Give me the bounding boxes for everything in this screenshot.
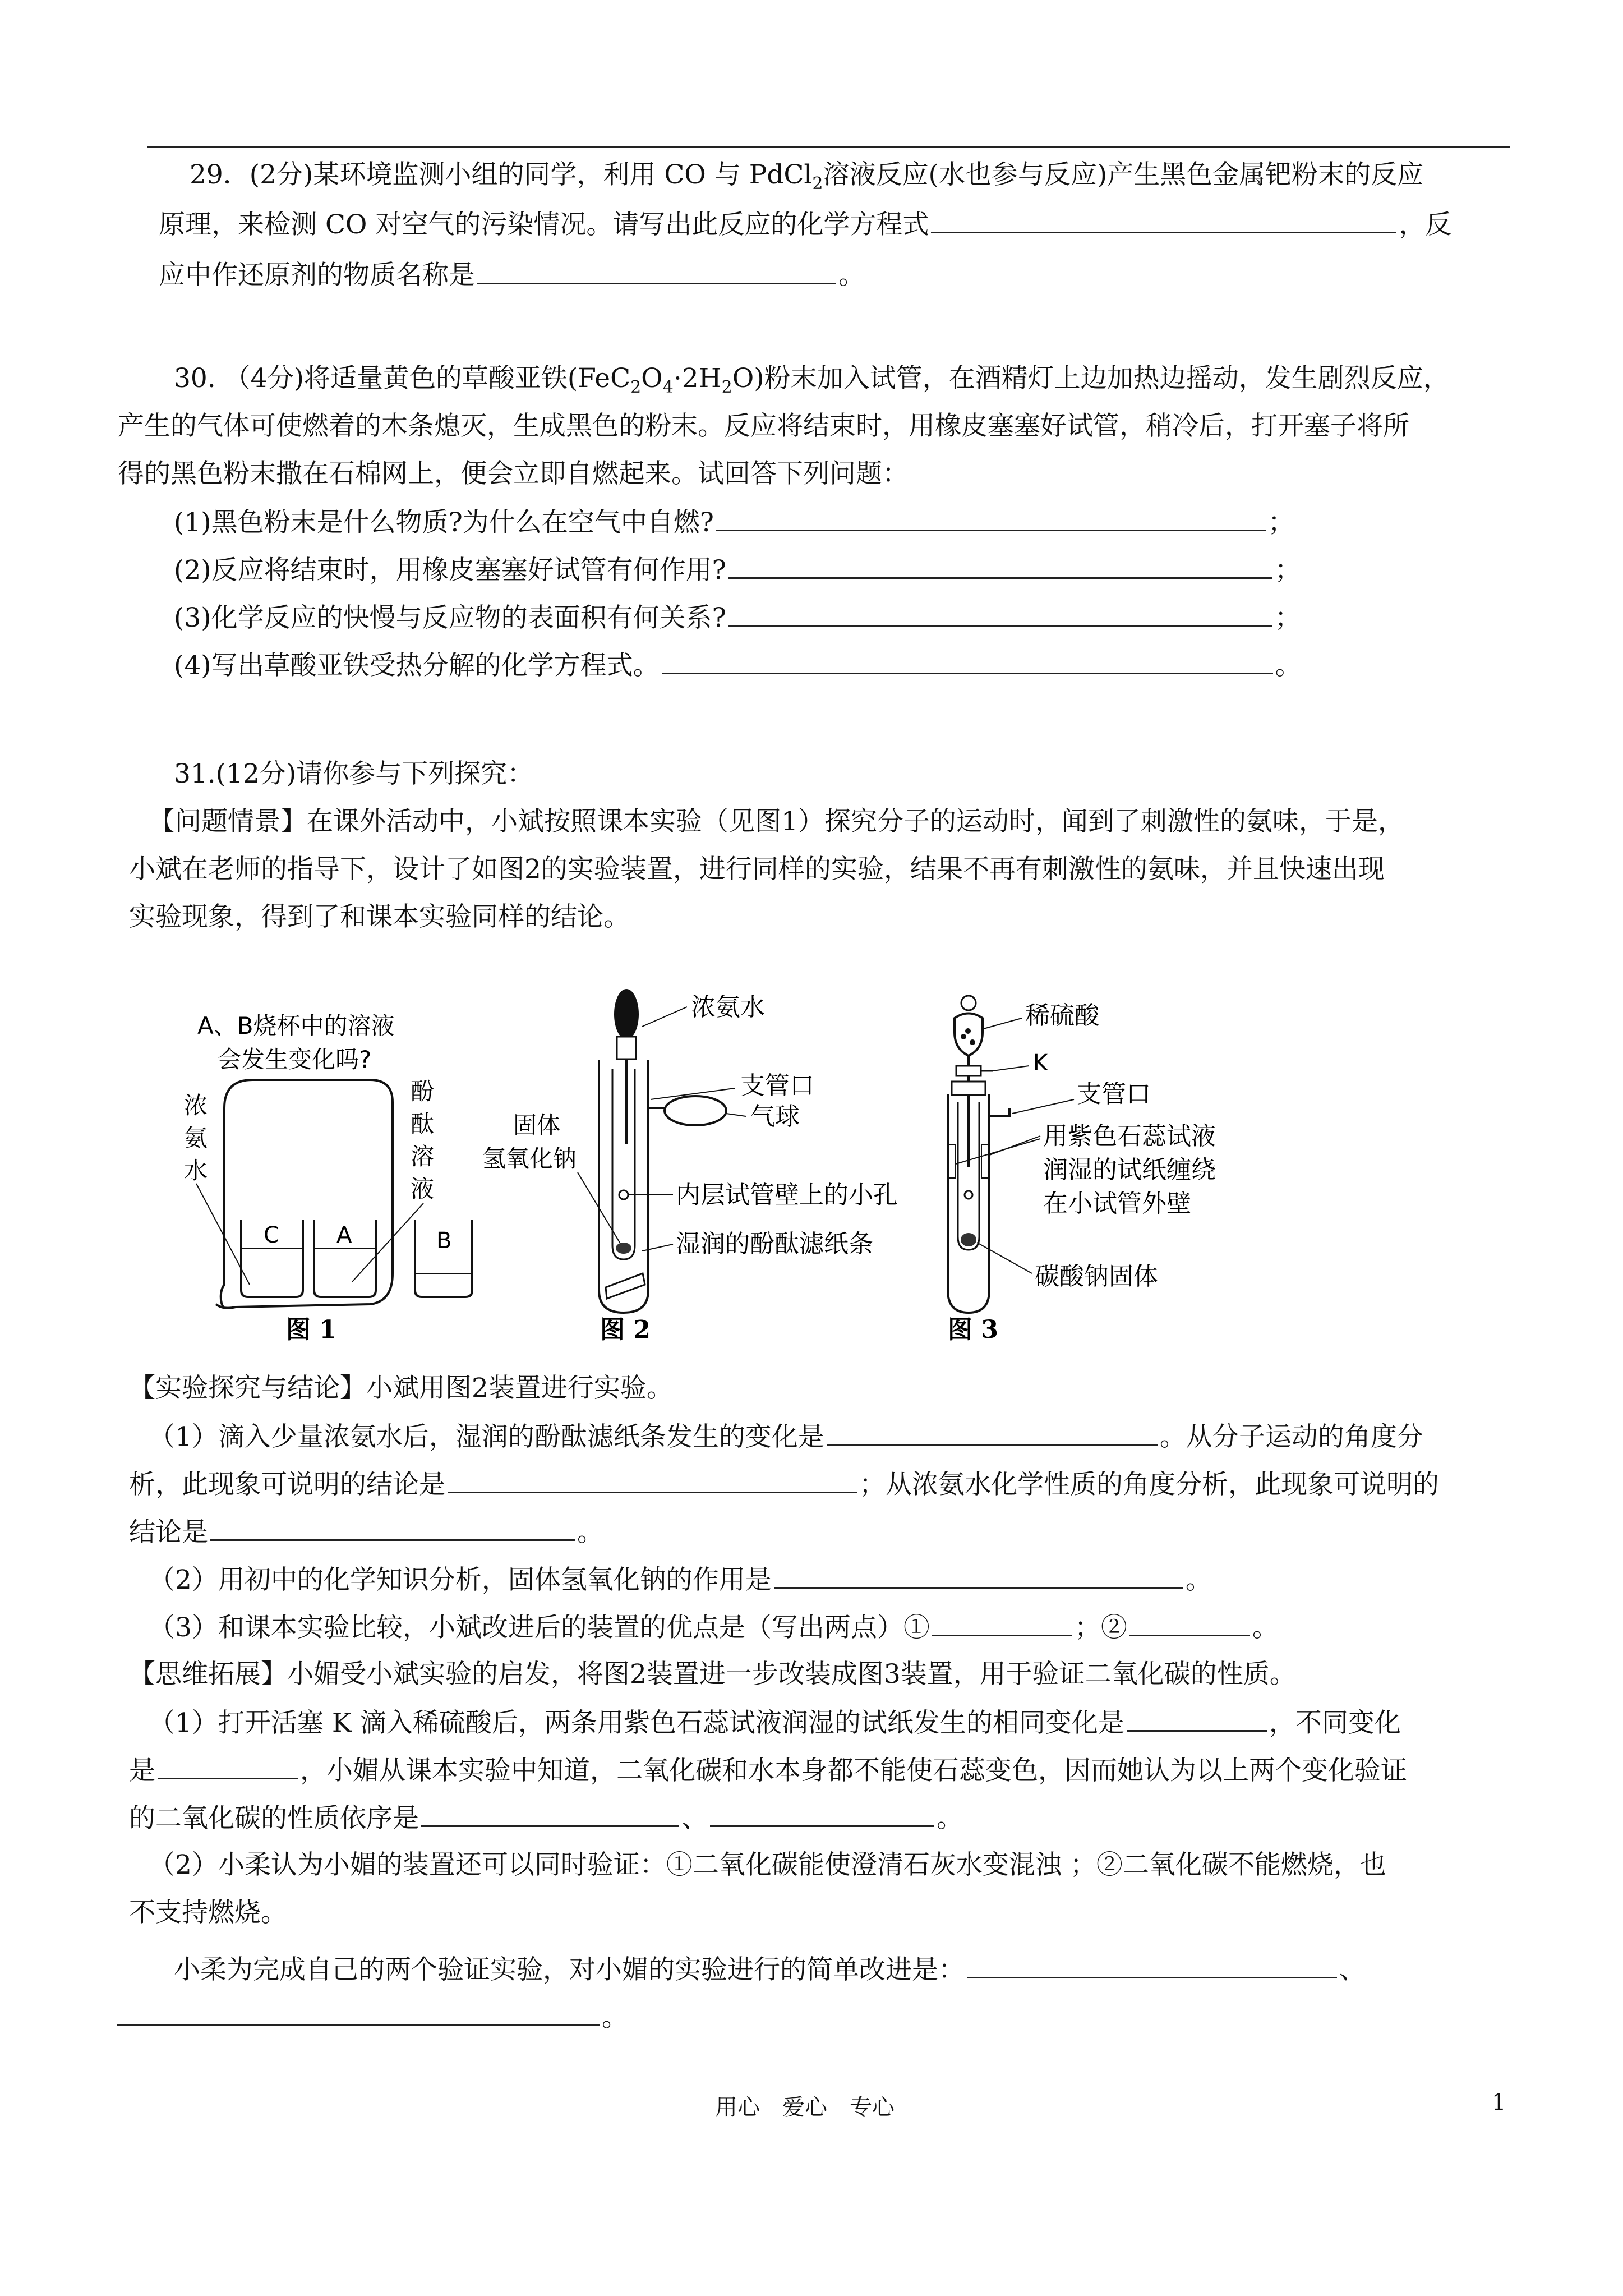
fig2-filter-strip — [606, 1273, 645, 1299]
q31-exp-3 — [149, 1610, 1279, 1645]
fig3-leader-line — [988, 1136, 1040, 1156]
q31-exp-1-line-1 — [149, 1419, 1423, 1454]
q31-ext-1-text: 。 — [937, 1803, 963, 1834]
fig3-funnel-drop — [965, 1028, 971, 1034]
fig2-balloon-label: 气球 — [750, 1102, 800, 1131]
q30-text-1c: ·2H — [673, 363, 722, 394]
q30-part-1-end: ； — [1267, 507, 1294, 538]
fig1-right-label-char: 酞 — [411, 1110, 435, 1138]
fig2-strip-label: 湿润的酚酞滤纸条 — [676, 1230, 873, 1258]
fig3-litmus-paper-right — [981, 1144, 988, 1178]
q31-ext-1-line-2 — [129, 1753, 1407, 1788]
fig3-funnel-drop — [970, 1039, 975, 1045]
q30-part-3-end: ； — [1274, 602, 1301, 633]
q31-exp-1-line-3 — [129, 1515, 603, 1549]
fig3-litmus-paper-left — [949, 1144, 956, 1178]
fig2-dropper-bulb — [614, 989, 639, 1039]
q29-text-3b: 。 — [838, 260, 865, 291]
fig3-acid-label: 稀硫酸 — [1025, 1001, 1099, 1030]
q30-part-3-text: (3)化学反应的快慢与反应物的表面积有何关系? — [174, 602, 726, 633]
q31-ext-1-text: 、 — [681, 1803, 708, 1834]
q31-exp-3-text: ；② — [1074, 1612, 1127, 1643]
fig1-right-label-char: 液 — [411, 1175, 435, 1203]
fig3-leader-line — [1012, 1099, 1074, 1114]
fig1-left-label-char: 浓 — [184, 1092, 208, 1119]
fig3-stopper — [952, 1082, 985, 1095]
q31-ext-2-line-2: 不支持燃烧。 — [129, 1897, 287, 1928]
fig3-paper-label-2: 润湿的试纸缠绕 — [1043, 1156, 1216, 1184]
fig2-branch-label: 支管口 — [740, 1071, 814, 1100]
fig2-hole-label: 内层试管壁上的小孔 — [676, 1181, 898, 1209]
q31-extension-heading: 【思维拓展】小媚受小斌实验的启发，将图2装置进一步改装成图3装置，用于验证二氧化碳的性质。 — [129, 1659, 1296, 1690]
q30-part-4-end: 。 — [1275, 650, 1302, 681]
fig3-leader-line — [981, 1018, 1022, 1029]
fig2-dropper-stopper — [617, 1037, 636, 1059]
q30-part-2 — [174, 553, 1301, 587]
q31-ext-3-text: 。 — [602, 2002, 628, 2033]
fig2-leader-line — [642, 1007, 687, 1027]
q31-exp-3-blank-1[interactable] — [932, 1610, 1072, 1636]
q30-sub-1: 2 — [630, 378, 642, 397]
fig3-valve-k — [956, 1066, 981, 1076]
fig2-naoh-label-2: 氢氧化钠 — [482, 1145, 577, 1172]
q31-ext-1-blank-property-2[interactable] — [710, 1801, 934, 1827]
q29-text-3a: 应中作还原剂的物质名称是 — [159, 260, 475, 291]
fig1-right-label-char: 酚 — [411, 1078, 435, 1105]
fig3-branch-label: 支管口 — [1077, 1080, 1151, 1108]
q31-experiment-heading: 【实验探究与结论】小斌用图2装置进行实验。 — [129, 1373, 673, 1404]
q31-exp-2-text: （2）用初中的化学知识分析，固体氢氧化钠的作用是 — [149, 1565, 772, 1595]
q31-exp-3-blank-2[interactable] — [1129, 1610, 1250, 1636]
q31-exp-3-text: 。 — [1252, 1612, 1279, 1643]
q30-part-4 — [174, 648, 1302, 683]
fig1-question-line-2: 会发生变化吗? — [218, 1046, 372, 1073]
fig3-sodium-carbonate — [961, 1233, 976, 1246]
q30-text-1a: 30. （4分)将适量黄色的草酸亚铁(FeC — [174, 363, 631, 394]
fig3-caption: 图 3 — [948, 1315, 998, 1344]
q31-exp-2-text: 。 — [1185, 1565, 1212, 1595]
q30-part-2-text: (2)反应将结束时，用橡皮塞塞好试管有何作用? — [174, 555, 726, 586]
q31-ext-1-text: 是 — [129, 1755, 155, 1786]
q31-exp-1-blank-molecule[interactable] — [448, 1467, 857, 1493]
q29-text-2b: ，反 — [1399, 209, 1452, 240]
q29-line-3 — [159, 258, 865, 292]
fig3-funnel-bulb — [955, 1014, 983, 1056]
q30-line-1 — [174, 362, 1450, 404]
figure-1 — [184, 1012, 472, 1344]
fig1-bell-jar — [216, 1080, 393, 1308]
q31-ext-3-line-1 — [174, 1952, 1366, 1987]
q29-text-1a: 29．(2分)某环境监测小组的同学，利用 CO 与 PdCl — [190, 159, 813, 190]
q31-exp-1-blank-change[interactable] — [827, 1419, 1158, 1446]
q31-ext-1-blank-same[interactable] — [1127, 1705, 1267, 1732]
q31-background-2: 小斌在老师的指导下，设计了如图2的实验装置，进行同样的实验，结果不再有刺激性的氨味，并且快速出现 — [129, 854, 1385, 885]
figure-3 — [948, 996, 1216, 1344]
q31-exp-1-text: 结论是 — [129, 1517, 208, 1548]
q31-exp-3-text: （3）和课本实验比较，小斌改进后的装置的优点是（写出两点）① — [149, 1612, 930, 1643]
fig3-valve-label: K — [1033, 1050, 1048, 1076]
fig3-funnel-drop — [961, 1034, 966, 1039]
q31-ext-1-text: （1）打开活塞 K 滴入稀硫酸后，两条用紫色石蕊试液润湿的试纸发生的相同变化是 — [149, 1708, 1124, 1738]
q29-text-2a: 原理，来检测 CO 对空气的污染情况。请写出此反应的化学方程式 — [159, 209, 929, 240]
fig2-small-hole — [619, 1190, 628, 1199]
q31-ext-2-line-1: （2）小柔认为小媚的装置还可以同时验证：①二氧化碳能使澄清石灰水变混浊 ；②二氧化碳不能燃烧，也 — [149, 1849, 1386, 1880]
q31-ext-1-line-1 — [149, 1705, 1401, 1740]
q30-text-1d: O)粉末加入试管，在酒精灯上边加热边摇动，发生剧烈反应， — [732, 363, 1450, 394]
fig2-naoh-solid — [616, 1243, 631, 1254]
fig1-leader-line — [352, 1203, 423, 1282]
fig3-leader-line — [977, 1243, 1032, 1273]
q31-exp-1-text: ；从浓氨水化学性质的角度分析，此现象可说明的 — [859, 1469, 1439, 1500]
fig2-naoh-label-1: 固体 — [513, 1111, 561, 1139]
fig1-beaker-b-label: B — [436, 1228, 452, 1254]
fig1-beaker-c-label: C — [264, 1222, 279, 1248]
fig2-inner-tube — [612, 1069, 635, 1259]
q31-background-1: 【问题情景】在课外活动中，小斌按照课本实验（见图1）探究分子的运动时，闻到了刺激性的氨味，于是， — [149, 806, 1404, 837]
q31-ext-3-line-2 — [115, 2000, 628, 2035]
q31-ext-1-blank-property-1[interactable] — [421, 1801, 679, 1827]
q31-exp-1-text: 析，此现象可说明的结论是 — [129, 1469, 445, 1500]
q30-part-1 — [174, 505, 1294, 540]
fig1-beaker-a-label: A — [336, 1222, 352, 1248]
q30-sub-2: 4 — [662, 378, 674, 397]
q30-text-1b: O — [641, 363, 663, 394]
page-number: 1 — [1492, 2090, 1506, 2115]
q30-part-4-text: (4)写出草酸亚铁受热分解的化学方程式。 — [174, 650, 660, 681]
q31-ext-1-line-3 — [129, 1801, 963, 1835]
fig3-paper-label-1: 用紫色石蕊试液 — [1043, 1122, 1216, 1151]
fig1-left-label-char: 水 — [184, 1157, 208, 1184]
q30-line-3: 得的黑色粉末撒在石棉网上，便会立即自燃起来。试回答下列问题： — [118, 458, 909, 489]
q30-part-2-blank[interactable] — [728, 553, 1272, 579]
q31-ext-1-text: 的二氧化碳的性质依序是 — [129, 1803, 419, 1834]
q30-part-1-blank[interactable] — [716, 505, 1266, 531]
q31-ext-1-blank-different[interactable] — [158, 1753, 298, 1779]
q31-ext-3-blank-1[interactable] — [967, 1952, 1337, 1978]
q29-subscript: 2 — [812, 174, 823, 194]
q30-sub-3: 2 — [721, 378, 732, 397]
q31-exp-1-blank-chemical[interactable] — [210, 1515, 575, 1541]
figure-2 — [482, 989, 898, 1344]
fig2-ammonia-label: 浓氨水 — [691, 993, 765, 1022]
q31-ext-1-text: ，不同变化 — [1269, 1708, 1401, 1738]
q31-ext-1-text: ，小媚从课本实验中知道，二氧化碳和水本身都不能使石蕊变色，因而她认为以上两个变化验证 — [300, 1755, 1407, 1786]
fig3-paper-label-3: 在小试管外壁 — [1043, 1189, 1191, 1218]
fig2-leader-line — [642, 1244, 673, 1251]
fig3-branch-pipe — [989, 1108, 1009, 1116]
q30-part-3 — [174, 600, 1301, 635]
q29-reductant-blank[interactable] — [477, 258, 836, 284]
header-rule — [147, 146, 1510, 148]
fig1-right-label-char: 溶 — [411, 1143, 435, 1170]
q29-equation-blank[interactable] — [931, 208, 1396, 233]
fig3-solid-label: 碳酸钠固体 — [1035, 1262, 1158, 1291]
fig3-leader-line — [993, 1066, 1029, 1071]
footer-motto: 用心 爱心 专心 — [715, 2095, 895, 2120]
q31-exp-1-line-2 — [129, 1467, 1439, 1502]
fig2-caption: 图 2 — [600, 1315, 651, 1344]
fig1-question-line-1: A、B烧杯中的溶液 — [197, 1012, 395, 1039]
fig2-leader-line — [726, 1114, 746, 1116]
q29-line-1 — [190, 158, 1423, 201]
q31-heading: 31.(12分)请你参与下列探究： — [174, 758, 534, 789]
q31-exp-1-text: （1）滴入少量浓氨水后，湿润的酚酞滤纸条发生的变化是 — [149, 1421, 824, 1452]
q29-line-2 — [159, 208, 1451, 242]
q31-exp-2 — [149, 1562, 1212, 1597]
q31-exp-1-text: 。从分子运动的角度分 — [1159, 1421, 1423, 1452]
fig1-caption: 图 1 — [286, 1315, 336, 1344]
q31-background-3: 实验现象，得到了和课本实验同样的结论。 — [129, 901, 630, 932]
q31-ext-3-text: 、 — [1339, 1954, 1366, 1985]
q30-part-2-end: ； — [1274, 555, 1301, 586]
q30-part-4-blank[interactable] — [662, 648, 1273, 674]
fig2-balloon — [665, 1096, 726, 1125]
q31-exp-1-text: 。 — [577, 1517, 603, 1548]
q30-part-1-text: (1)黑色粉末是什么物质?为什么在空气中自燃? — [174, 507, 714, 538]
figures-area — [0, 976, 1623, 1358]
fig3-small-hole — [965, 1191, 972, 1199]
fig3-funnel-stopper — [961, 996, 976, 1010]
q31-ext-3-text: 小柔为完成自己的两个验证实验，对小媚的实验进行的简单改进是： — [174, 1954, 965, 1985]
q31-exp-2-blank[interactable] — [774, 1562, 1183, 1589]
q30-line-2: 产生的气体可使燃着的木条熄灭，生成黑色的粉末。反应将结束时，用橡皮塞塞好试管，稍冷后，打开塞子将所 — [118, 411, 1409, 441]
q29-text-1b: 溶液反应(水也参与反应)产生黑色金属钯粉末的反应 — [823, 159, 1424, 190]
q31-ext-3-blank-2[interactable] — [117, 2000, 600, 2026]
q30-part-3-blank[interactable] — [728, 600, 1272, 627]
fig1-left-label-char: 氨 — [184, 1124, 208, 1152]
